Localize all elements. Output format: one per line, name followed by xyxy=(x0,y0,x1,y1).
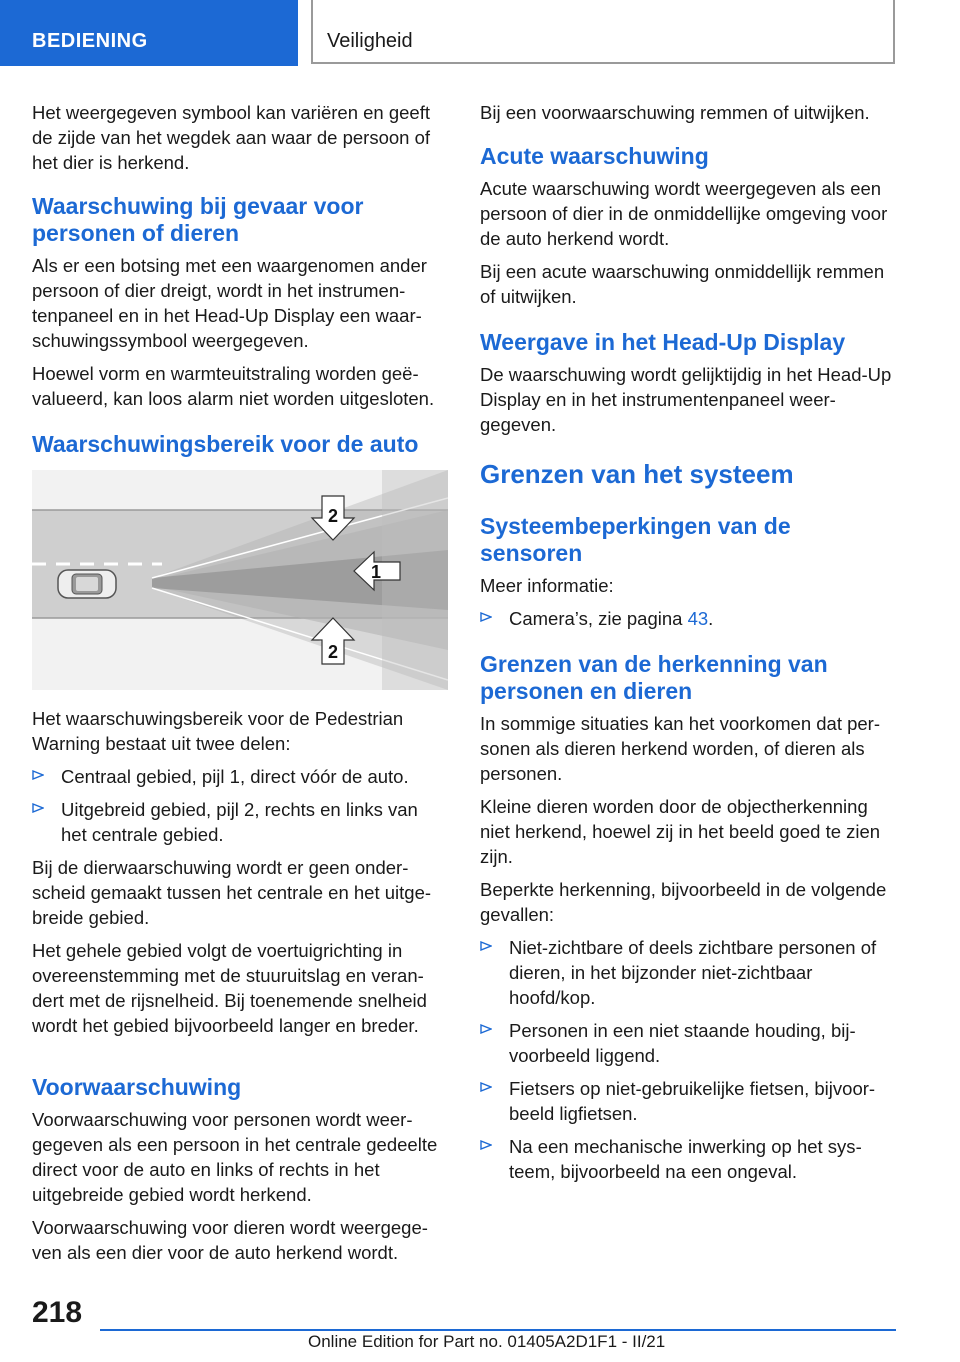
bullet-list xyxy=(480,935,896,1184)
page-number: 218 xyxy=(32,1296,83,1329)
triangle-right-outline-icon xyxy=(480,1140,492,1150)
triangle-right-outline-icon xyxy=(32,770,44,780)
heading-acute-warning: Acute waarschuwing xyxy=(480,143,709,169)
triangle-right-outline-icon xyxy=(480,612,492,622)
list-item xyxy=(480,1134,896,1184)
arrow-label-top: 2 xyxy=(327,506,339,526)
list-item-text: Uitgebreid gebied, pijl 2, rechts en links van het centrale gebied. xyxy=(61,799,418,845)
paragraph: Meer informatie: xyxy=(480,575,614,596)
right-column xyxy=(480,100,896,1192)
paragraph: Bij de dierwaarschuwing wordt er geen onderscheid gemaakt tussen het centrale en het uitgebreide gebied. xyxy=(32,857,432,928)
paragraph: Voorwaarschuwing voor dieren wordt weergegeven als een dier voor de auto herkend wordt. xyxy=(32,1217,428,1263)
camera-text: Camera’s, zie pagina xyxy=(509,608,688,629)
list-item-text: Centraal gebied, pijl 1, direct vóór de auto. xyxy=(61,766,409,787)
paragraph: Bij een acute waarschuwing onmiddellijk remmen of uitwijken. xyxy=(480,261,885,307)
list-item-text: Fietsers op niet-gebruikelijke fietsen, bijvoorbeeld ligfietsen. xyxy=(509,1078,876,1124)
heading-hud-display: Weergave in het Head-Up Display xyxy=(480,329,846,355)
paragraph: Kleine dieren worden door de objectherkenning niet herkend, hoewel zij in het beeld goed te zien zijn. xyxy=(480,796,881,867)
triangle-right-outline-icon xyxy=(480,1082,492,1092)
heading-recognition-limits: Grenzen van de herkenning van personen en dieren xyxy=(480,651,828,704)
heading-sensor-limits: Systeembeperkingen van de sensoren xyxy=(480,513,791,566)
heading-pre-warning: Voorwaarschuwing xyxy=(32,1074,242,1100)
page-header xyxy=(0,0,960,66)
page-link-43[interactable]: 43 xyxy=(687,608,709,629)
car-icon xyxy=(58,570,116,598)
triangle-right-outline-icon xyxy=(480,941,492,951)
triangle-right-outline-icon xyxy=(480,1024,492,1034)
list-item xyxy=(32,764,448,789)
list-item-text: Na een mechanische inwerking op het systeem, bijvoorbeeld na een ongeval. xyxy=(509,1136,862,1182)
paragraph: Het gehele gebied volgt de voertuigrichting in overeenstemming met de stuuruitslag en verandert met de rijsnelheid. Bij toenemende snelheid wordt het gebied bijvoorbeeld langer en breder. xyxy=(32,940,427,1036)
triangle-right-outline-icon xyxy=(32,803,44,813)
footer-divider xyxy=(100,1329,896,1331)
heading-system-limits: Grenzen van het systeem xyxy=(480,459,794,489)
bullet-list xyxy=(32,764,448,847)
section-tab[interactable]: BEDIENING xyxy=(0,0,298,66)
punctuation: . xyxy=(708,608,714,629)
warning-range-figure xyxy=(32,470,448,690)
left-column xyxy=(32,100,448,1273)
paragraph: Als er een botsing met een waargenomen ander persoon of dier dreigt, wordt in het instrumentenpaneel en in het Head-Up Display een waarschuwingssymbool weergegeven. xyxy=(32,255,427,351)
paragraph: Hoewel vorm en warmteuitstraling worden geëvalueerd, kan loos alarm niet worden uitgesloten. xyxy=(32,363,435,409)
paragraph: Beperkte herkenning, bijvoorbeeld in de volgende gevallen: xyxy=(480,879,887,925)
paragraph: Voorwaarschuwing voor personen wordt weergegeven als een persoon in het centrale gedeelte direct voor de auto en links of rechts in het uitgebreide gebied wordt herkend. xyxy=(32,1109,438,1205)
list-item xyxy=(480,935,896,1010)
list-item-text: Personen in een niet staande houding, bijvoorbeeld liggend. xyxy=(509,1020,856,1066)
edition-info: Online Edition for Part no. 01405A2D1F1 - II/21 xyxy=(308,1332,666,1351)
list-item-text: Niet-zichtbare of deels zichtbare personen of dieren, in het bijzonder niet-zichtbaar hoofd/kop. xyxy=(509,937,877,1008)
paragraph: Het waarschuwingsbereik voor de Pedestrian Warning bestaat uit twee delen: xyxy=(32,708,404,754)
paragraph: Het weergegeven symbool kan variëren en geeft de zijde van het wegdek aan waar de persoon of het dier is herkend. xyxy=(32,102,431,173)
paragraph: Acute waarschuwing wordt weergegeven als een persoon of dier in de onmiddellijke omgeving voor de auto herkend wordt. xyxy=(480,178,888,249)
list-item xyxy=(32,797,448,847)
warning-range-illustration xyxy=(32,470,448,690)
list-item xyxy=(480,606,896,631)
list-item xyxy=(480,1018,896,1068)
bullet-list xyxy=(480,606,896,631)
paragraph: De waarschuwing wordt gelijktijdig in het Head-Up Display en in het instrumentenpaneel weergegeven. xyxy=(480,364,892,435)
list-item xyxy=(480,1076,896,1126)
heading-warning-range: Waarschuwingsbereik voor de auto xyxy=(32,431,419,457)
arrow-label-bottom: 2 xyxy=(327,642,339,662)
chapter-tab[interactable]: Veiligheid xyxy=(311,0,895,64)
heading-warning-danger: Waarschuwing bij gevaar voor personen of dieren xyxy=(32,193,364,246)
arrow-label-center: 1 xyxy=(370,562,382,582)
paragraph: In sommige situaties kan het voorkomen dat personen als dieren herkend worden, of dieren als personen. xyxy=(480,713,881,784)
paragraph: Bij een voorwaarschuwing remmen of uitwijken. xyxy=(480,102,870,123)
